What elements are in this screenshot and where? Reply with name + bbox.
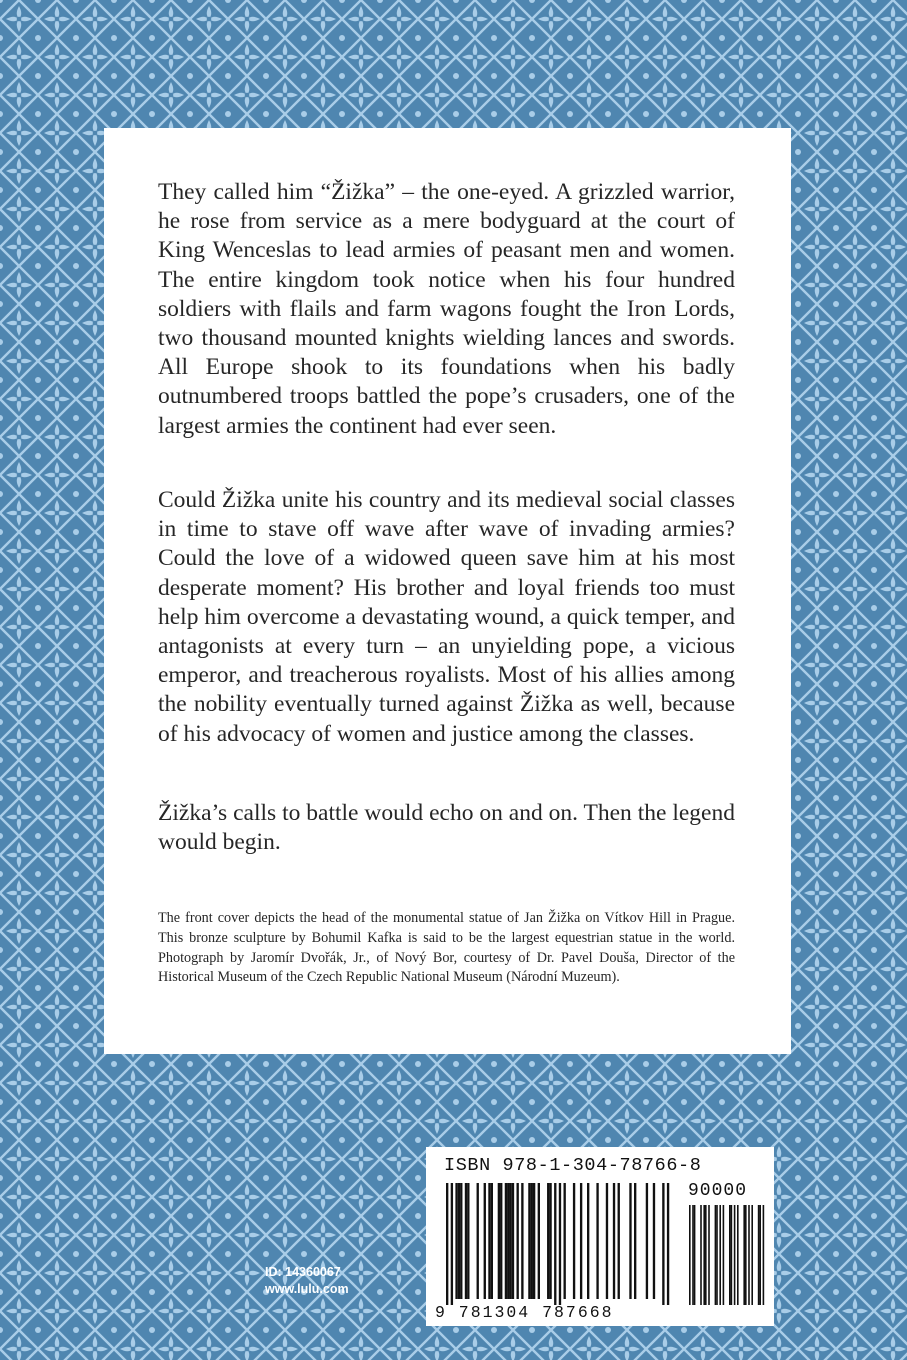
addon-barcode-bar	[759, 1205, 761, 1305]
addon-barcode-bar	[751, 1205, 753, 1305]
barcode-bar	[509, 1183, 511, 1299]
addon-barcode-bar	[689, 1205, 691, 1305]
addon-barcode-bar	[743, 1205, 745, 1305]
addon-barcode-bar	[731, 1205, 733, 1305]
barcode-bar	[580, 1183, 582, 1299]
barcode-bar	[451, 1183, 453, 1305]
barcode-bar	[505, 1183, 507, 1299]
barcode-bar	[634, 1183, 636, 1299]
barcode-bar	[484, 1183, 486, 1299]
barcode-bar	[667, 1183, 669, 1305]
barcode-icon	[426, 1147, 774, 1326]
barcode-bar	[477, 1183, 479, 1299]
barcode-bar	[629, 1183, 631, 1299]
barcode-bar	[653, 1183, 655, 1299]
addon-barcode-bar	[763, 1205, 765, 1305]
barcode-bar	[662, 1183, 664, 1305]
cover-credit-note: The front cover depicts the head of the monumental statue of Jan Žižka on Vítkov Hill in Prague. This bronze sculpture by Bohumil Kafka is said to be the largest equestrian statue in the world. Photograph by Jaromír Dvořák, Jr., of Nový Bor, courtesy of Dr. Pavel Douša, Director of the Historical Museum of the Czech Republic National Museum (Národní Muzeum).	[158, 910, 735, 986]
addon-barcode-bar	[705, 1205, 707, 1305]
blurb-paragraph-3: Žižka’s calls to battle would echo on and on. Then the legend would begin.	[158, 800, 735, 856]
price-code: 90000	[688, 1181, 748, 1201]
barcode-bar	[458, 1183, 460, 1299]
addon-barcode-bar	[700, 1205, 702, 1305]
isbn-label: ISBN 978-1-304-78766-8	[444, 1155, 702, 1176]
addon-barcode-bar	[715, 1205, 717, 1305]
barcode-bar	[460, 1183, 462, 1299]
addon-barcode-bar	[703, 1205, 705, 1305]
barcode-bar	[549, 1183, 551, 1299]
publisher-id: ID: 14360067	[265, 1265, 341, 1279]
barcode-bar	[646, 1183, 648, 1299]
addon-barcode-bar	[748, 1205, 750, 1305]
addon-barcode-bar	[737, 1205, 739, 1305]
barcode-bar	[531, 1183, 533, 1299]
isbn-barcode-block	[426, 1147, 774, 1326]
barcode-bar	[528, 1183, 530, 1299]
barcode-bar	[587, 1183, 589, 1299]
addon-barcode-bar	[708, 1205, 710, 1305]
barcode-bar	[491, 1183, 493, 1299]
barcode-bar	[554, 1183, 556, 1305]
barcode-bar	[507, 1183, 509, 1299]
barcode-bar	[547, 1183, 549, 1299]
addon-barcode-bar	[723, 1205, 725, 1305]
barcode-bar	[488, 1183, 490, 1299]
barcode-bar	[533, 1183, 535, 1299]
barcode-bar	[618, 1183, 620, 1299]
barcode-bar	[538, 1183, 540, 1299]
barcode-bar	[465, 1183, 467, 1299]
blurb-panel	[104, 128, 791, 1054]
barcode-bar	[500, 1183, 502, 1299]
addon-barcode-bar	[734, 1205, 736, 1305]
barcode-bar	[596, 1183, 598, 1299]
barcode-bar	[564, 1183, 566, 1299]
barcode-bar	[446, 1183, 448, 1305]
barcode-bar	[455, 1183, 457, 1299]
addon-barcode-bar	[719, 1205, 721, 1305]
barcode-bar	[517, 1183, 519, 1299]
ean-digits: 9 781304 787668	[435, 1303, 614, 1322]
barcode-bar	[573, 1183, 575, 1299]
barcode-bar	[467, 1183, 469, 1299]
barcode-bar	[498, 1183, 500, 1299]
blurb-paragraph-1: They called him “Žižka” – the one-eyed. A grizzled warrior, he rose from service as a mere bodyguard at the court of King Wenceslas to lead armies of peasant men and women. The entire kingdom took notice when his four hundred soldiers with flails and farm wagons fought the Iron Lords, two thousand mounted knights wielding lances and swords. All Europe shook to its foundations when his badly outnumbered troops battled the pope’s crusaders, one of the largest armies the continent had ever seen.	[158, 179, 735, 439]
addon-barcode-bar	[694, 1205, 696, 1305]
addon-barcode-bar	[692, 1205, 694, 1305]
publisher-url: www.lulu.com	[265, 1282, 349, 1296]
barcode-bar	[606, 1183, 608, 1299]
blurb-paragraph-2: Could Žižka unite his country and its medieval social classes in time to stave off wave after wave of invading armies? Could the love of a widowed queen save him at his most desperate moment? His brother and loyal friends too must help him overcome a devastating wound, a quick temper, and antagonists at every turn – an unyielding pope, a vicious emperor, and treacherous royalists. Most of his allies among the nobility eventually turned against Žižka as well, because of his advocacy of women and justice among the classes.	[158, 487, 735, 747]
barcode-bar	[613, 1183, 615, 1299]
barcode-bar	[512, 1183, 514, 1299]
addon-barcode-bar	[729, 1205, 731, 1305]
addon-barcode-bar	[745, 1205, 747, 1305]
addon-barcode-bar	[716, 1205, 718, 1305]
barcode-bar	[521, 1183, 523, 1299]
barcode-bar	[559, 1183, 561, 1305]
addon-barcode-bar	[758, 1205, 760, 1305]
